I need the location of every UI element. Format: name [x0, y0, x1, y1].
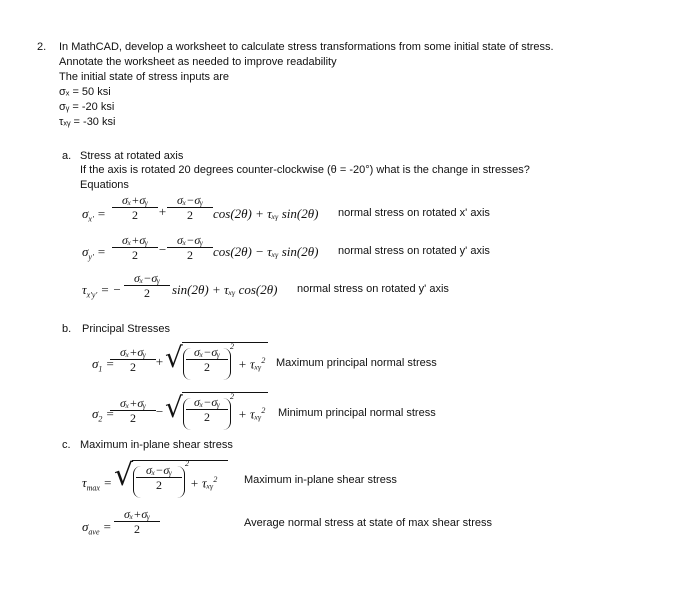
desc-tau-x-prime-y-prime: normal stress on rotated y' axis	[297, 283, 449, 295]
input-sigma-y: σᵧ = -20 ksi	[59, 101, 115, 113]
desc-tau-max: Maximum in-plane shear stress	[244, 474, 397, 486]
problem-line-1: In MathCAD, develop a worksheet to calculate stress transformations from some initial state of stress.	[59, 41, 554, 53]
part-b-label: b.	[62, 323, 72, 335]
part-b-title: Principal Stresses	[82, 323, 171, 335]
part-a-label: a.	[62, 150, 72, 162]
problem-number: 2.	[37, 41, 47, 53]
input-sigma-x: σₓ = 50 ksi	[59, 86, 111, 98]
desc-sigma-ave: Average normal stress at state of max shear stress	[244, 517, 493, 529]
desc-sigma-x-prime: normal stress on rotated x' axis	[338, 207, 490, 219]
problem-line-3: The initial state of stress inputs are	[59, 71, 229, 83]
equations-label: Equations	[80, 179, 129, 191]
part-a-title: Stress at rotated axis	[80, 150, 184, 162]
desc-sigma-y-prime: normal stress on rotated y' axis	[338, 245, 490, 257]
input-tau-xy: τₓᵧ = -30 ksi	[59, 116, 116, 128]
problem-line-2: Annotate the worksheet as needed to improve readability	[59, 56, 337, 68]
part-c-label: c.	[62, 439, 71, 451]
part-c-title: Maximum in-plane shear stress	[80, 439, 233, 451]
part-a-question: If the axis is rotated 20 degrees counter-clockwise (θ = -20°) what is the change in stresses?	[80, 164, 530, 176]
desc-sigma-1: Maximum principal normal stress	[276, 357, 437, 369]
desc-sigma-2: Minimum principal normal stress	[278, 407, 436, 419]
